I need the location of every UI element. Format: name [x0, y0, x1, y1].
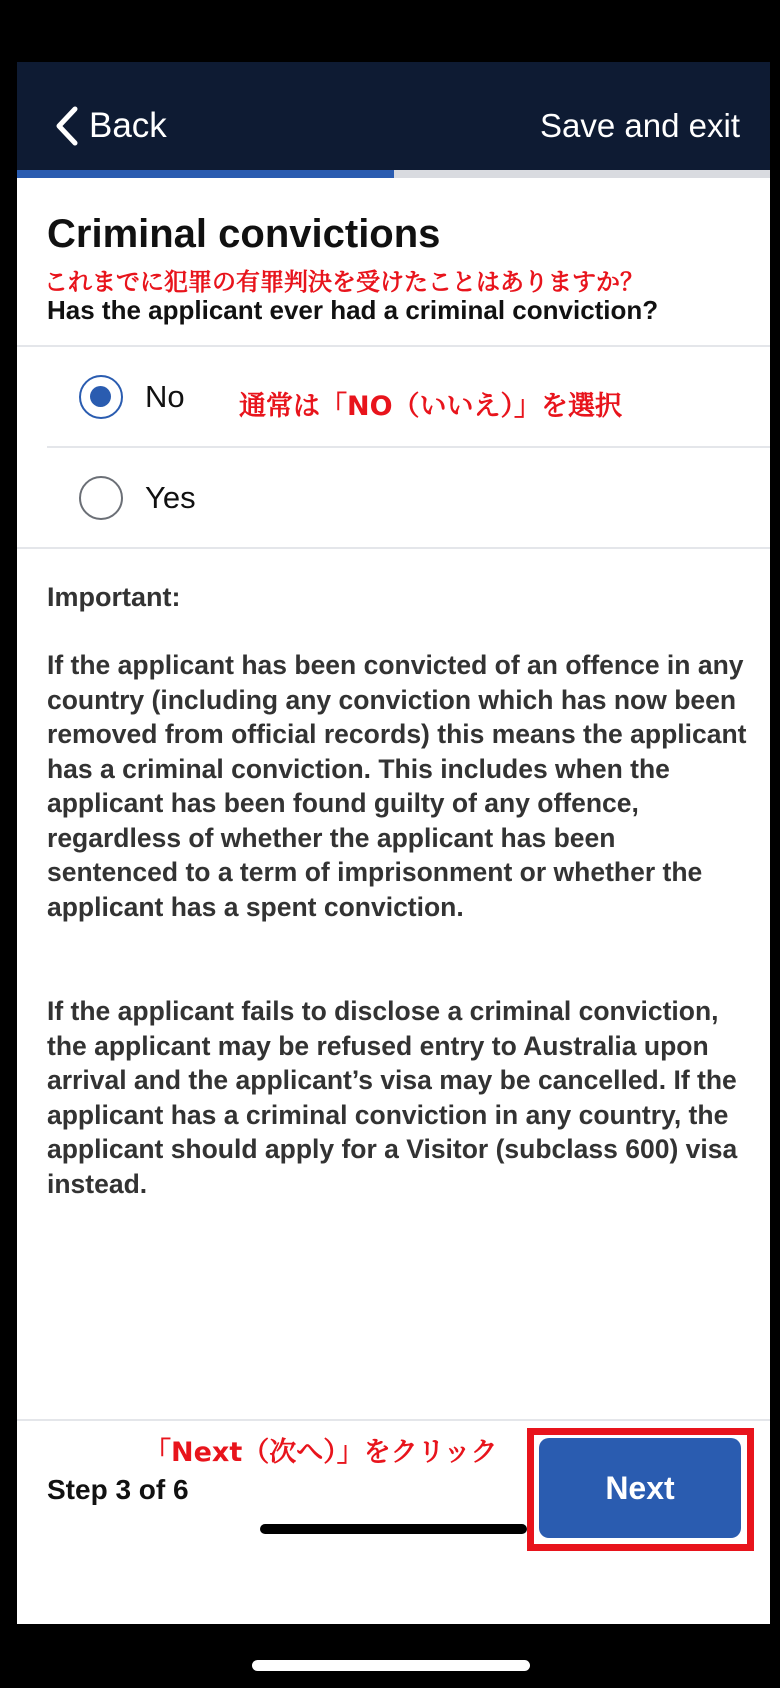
back-button[interactable]: [53, 104, 167, 148]
radio-button-yes[interactable]: [79, 476, 123, 520]
progress-bar-fill: [17, 170, 394, 178]
radio-option-yes[interactable]: [47, 448, 770, 547]
home-indicator: [260, 1524, 527, 1534]
radio-label-yes: Yes: [145, 479, 196, 515]
footer-divider: [17, 1419, 770, 1421]
progress-bar: [17, 170, 770, 178]
app-screen: [17, 62, 770, 1624]
annotation-no-jp: 通常は「NO（いいえ）」を選択: [239, 391, 623, 422]
annotation-next-jp: 「Next（次へ）」をクリック: [144, 1437, 498, 1468]
radio-button-no[interactable]: [79, 375, 123, 419]
annotation-question-jp: これまでに犯罪の有罪判決を受けたことはありますか？: [44, 268, 644, 296]
navigation-bar: [17, 62, 770, 170]
divider: [17, 547, 770, 549]
page-title: Criminal convictions: [47, 212, 441, 256]
next-button[interactable]: Next: [539, 1438, 741, 1538]
step-indicator: Step 3 of 6: [47, 1474, 189, 1505]
save-and-exit-button[interactable]: Save and exit: [540, 107, 740, 144]
back-label: Back: [89, 106, 167, 145]
important-paragraph-2: If the applicant fails to disclose a criminal conviction, the applicant may be refused entry to Australia upon arrival and the applicant’s visa may be cancelled. If the applicant has a criminal conviction in any country, the applicant should apply for a Visitor (subclass 600) visa instead.: [47, 996, 738, 1199]
home-indicator-outer: [252, 1660, 530, 1671]
chevron-left-icon: [53, 105, 79, 147]
important-paragraph-1: If the applicant has been convicted of an offence in any country (including any conviction which has now been removed from official records) this means the applicant has a criminal conviction. This includes when the applicant has been found guilty of any offence, regardless of whether the applicant has been sentenced to a term of imprisonment or whether the applicant has a spent conviction.: [47, 650, 747, 922]
important-heading: Important:: [47, 582, 181, 612]
question-text: Has the applicant ever had a criminal conviction?: [47, 295, 659, 325]
radio-label-no: No: [145, 378, 185, 414]
